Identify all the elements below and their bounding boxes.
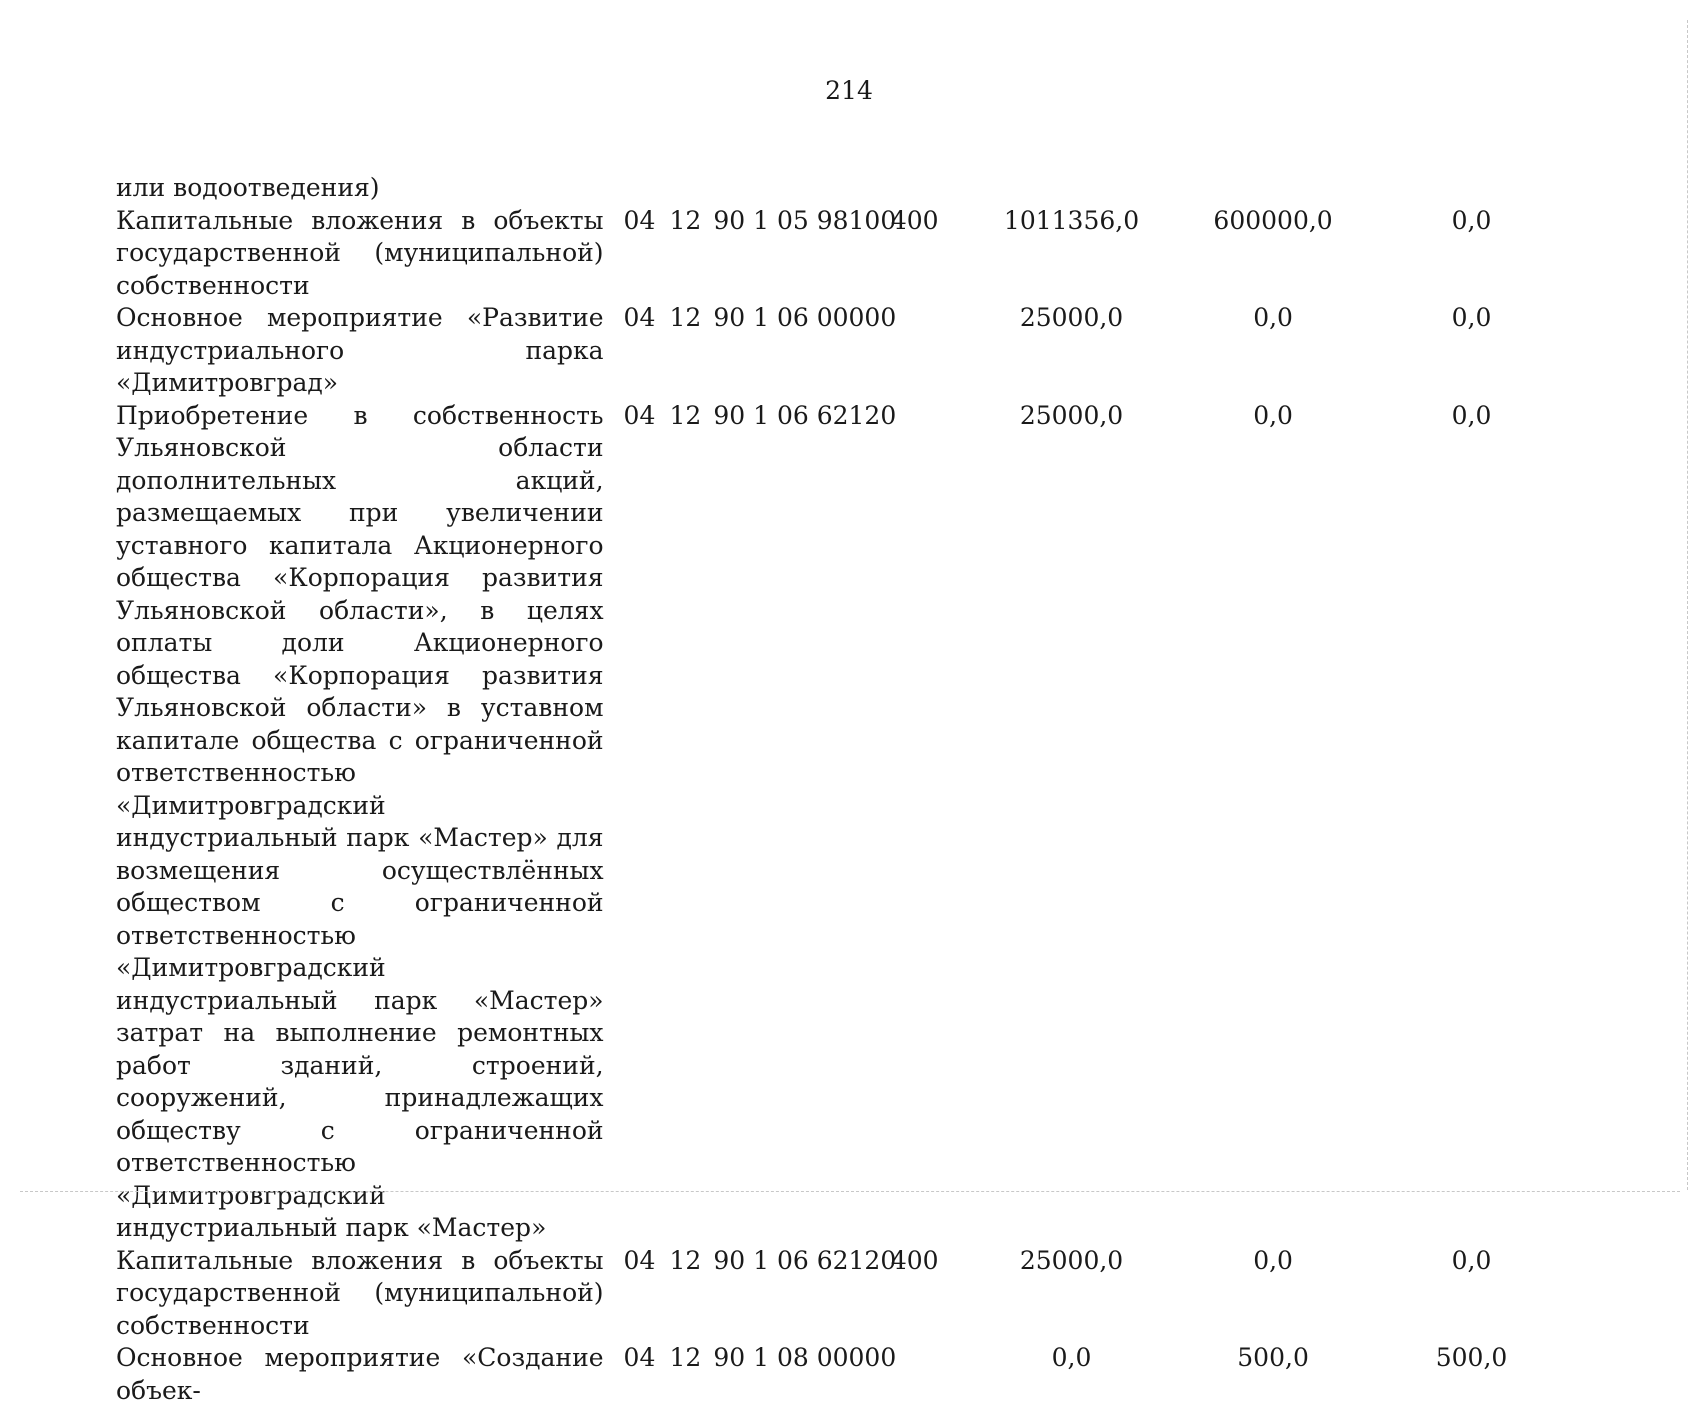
section-code: 04 — [623, 400, 656, 430]
item-name: или водоотведения) — [116, 173, 380, 202]
amount-year-2: 600000,0 — [1213, 205, 1333, 235]
table-row — [116, 1245, 1576, 1343]
amount-year-1: 25000,0 — [1019, 1245, 1124, 1275]
item-name: Капитальные вложения в объекты государственной (муниципальной) собственности — [116, 1245, 604, 1340]
subsection-code: 12 — [669, 1245, 702, 1275]
subsection-code: 12 — [669, 205, 702, 235]
amount-year-2: 500,0 — [1237, 1343, 1309, 1372]
scan-edge-right — [1687, 20, 1688, 1190]
amount-year-3: 500,0 — [1435, 1343, 1508, 1372]
amount-year-3 — [1367, 172, 1576, 205]
amount-year-2: 0,0 — [1253, 400, 1293, 430]
table-row — [116, 302, 1576, 400]
amount-year-1: 25000,0 — [1019, 303, 1124, 332]
expense-type-code — [891, 1342, 964, 1407]
section-code: 04 — [623, 1343, 656, 1372]
amount-year-3: 0,0 — [1451, 400, 1492, 430]
expense-type-code — [891, 302, 964, 400]
section-code — [624, 172, 670, 205]
section-code: 04 — [623, 1245, 656, 1275]
section-code: 04 — [623, 205, 656, 235]
target-article-code: 90 1 05 98100 — [713, 205, 897, 235]
amount-year-1: 1011356,0 — [1003, 205, 1140, 235]
subsection-code — [669, 172, 713, 205]
target-article-code — [713, 172, 891, 205]
expense-type-code — [891, 400, 964, 1245]
scan-edge-bottom — [20, 1191, 1680, 1192]
amount-year-2: 0,0 — [1253, 303, 1293, 332]
amount-year-2: 0,0 — [1253, 1245, 1293, 1275]
amount-year-1 — [964, 172, 1179, 205]
amount-year-3: 0,0 — [1451, 1245, 1492, 1275]
amount-year-3: 0,0 — [1451, 205, 1492, 235]
item-name: Капитальные вложения в объекты государственной (муниципальной) собственности — [116, 205, 604, 300]
amount-year-2 — [1179, 172, 1367, 205]
target-article-code: 90 1 06 62120 — [713, 400, 897, 430]
target-article-code: 90 1 06 62120 — [713, 1245, 897, 1275]
expense-type-code: 400 — [890, 205, 939, 235]
table-row — [116, 400, 1576, 1245]
expense-type-code — [891, 172, 964, 205]
table-body — [116, 172, 1576, 1407]
table-row — [116, 172, 1576, 205]
amount-year-1: 25000,0 — [1019, 400, 1124, 430]
table-row — [116, 205, 1576, 303]
expense-type-code: 400 — [890, 1245, 939, 1275]
amount-year-3: 0,0 — [1451, 303, 1492, 332]
budget-table — [116, 172, 1576, 1407]
section-code: 04 — [623, 303, 656, 332]
target-article-code: 90 1 08 00000 — [713, 1343, 897, 1372]
item-name: Основное мероприятие «Развитие индустриального парка «Димитровград» — [116, 303, 604, 397]
target-article-code: 90 1 06 00000 — [713, 303, 897, 332]
subsection-code: 12 — [669, 303, 702, 332]
amount-year-1: 0,0 — [1051, 1343, 1092, 1372]
item-name: Приобретение в собственность Ульяновской области дополнительных акций, размещаемых при увеличении уставного капитала Акционерного общества «Корпорация развития Ульяновской области», в целях оплаты доли Акционерного общества «Корпорация развития Ульяновской области» в уставном капитале общества с ограниченной ответственностью «Димитровградский индустриальный парк «Мастер» для возмещения осуществлённых обществом с ограниченной ответственностью «Димитровградский индустриальный парк «Мастер» затрат на выполнение ремонтных работ зданий, строений, сооружений, принадлежащих обществу с ограниченной ответственностью «Димитровградский индустриальный парк «Мастер» — [116, 400, 604, 1242]
subsection-code: 12 — [669, 1343, 702, 1372]
subsection-code: 12 — [669, 400, 702, 430]
page-number: 214 — [825, 76, 873, 105]
item-name: Основное мероприятие «Создание объек- — [116, 1343, 604, 1405]
table-row — [116, 1342, 1576, 1407]
